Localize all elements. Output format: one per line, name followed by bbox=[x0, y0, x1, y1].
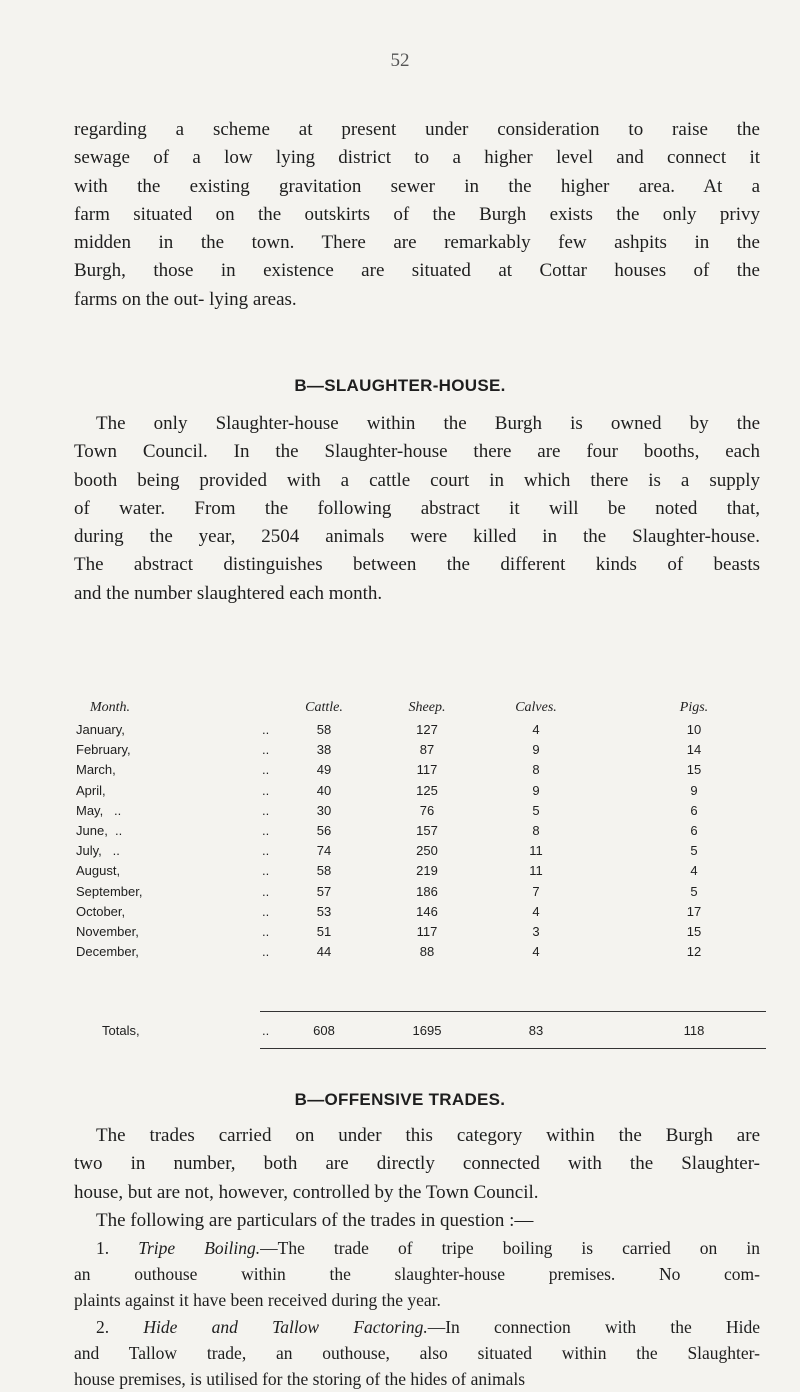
row-month: December, bbox=[76, 944, 139, 960]
table-row bbox=[76, 843, 766, 861]
row-month: November, bbox=[76, 924, 139, 939]
row-month: September, bbox=[76, 883, 143, 899]
cell-calves: 7 bbox=[532, 883, 540, 899]
cell-pigs: 9 bbox=[690, 782, 698, 798]
leader-dots: .. bbox=[262, 782, 270, 798]
cell-calves: 11 bbox=[529, 863, 543, 879]
text-line: during the year, 2504 animals were killed in the Slaughter-house. bbox=[74, 526, 760, 548]
cell-calves: 9 bbox=[532, 742, 540, 758]
cell-calves: 4 bbox=[532, 944, 540, 960]
cell-sheep: 146 bbox=[416, 903, 438, 919]
cell-calves: 11 bbox=[529, 843, 543, 859]
cell-sheep: 157 bbox=[416, 823, 438, 838]
leader-dots: .. bbox=[262, 843, 270, 859]
text-line: farms on the out- lying areas. bbox=[74, 288, 297, 310]
text-line: midden in the town. There are remarkably few ashpits in the bbox=[74, 232, 760, 254]
totals-rule-top bbox=[260, 1011, 766, 1012]
table-row bbox=[76, 803, 766, 821]
row-month: January, bbox=[76, 722, 125, 737]
text-line: farm situated on the outskirts of the Burgh exists the only privy bbox=[74, 203, 760, 225]
table-header-row bbox=[76, 700, 766, 718]
header-pigs: Pigs. bbox=[679, 700, 709, 715]
total-sheep: 1695 bbox=[412, 1023, 442, 1038]
cell-sheep: 127 bbox=[416, 722, 438, 737]
row-month: February, bbox=[76, 742, 131, 758]
leader-dots: .. bbox=[262, 863, 270, 879]
page-number: 52 bbox=[390, 50, 410, 71]
cell-sheep: 250 bbox=[416, 843, 438, 859]
row-month: June, .. bbox=[76, 823, 123, 838]
cell-pigs: 6 bbox=[690, 802, 698, 818]
text-line: with the existing gravitation sewer in the higher area. At a bbox=[74, 175, 760, 197]
cell-cattle: 58 bbox=[316, 722, 332, 737]
text-line: and the number slaughtered each month. bbox=[74, 582, 383, 604]
cell-sheep: 87 bbox=[419, 742, 435, 758]
cell-calves: 4 bbox=[532, 722, 540, 737]
leader-dots: .. bbox=[262, 823, 270, 838]
cell-calves: 8 bbox=[532, 762, 540, 778]
table-row bbox=[76, 722, 766, 740]
text-line bbox=[74, 1314, 760, 1340]
cell-sheep: 186 bbox=[416, 883, 438, 899]
text-line: two in number, both are directly connected with the Slaughter- bbox=[74, 1153, 760, 1175]
cell-sheep: 219 bbox=[416, 863, 438, 879]
text-line: The following are particulars of the trades in question :— bbox=[96, 1209, 534, 1231]
text-line: house premises, is utilised for the storing of the hides of animals bbox=[74, 1369, 526, 1389]
total-cattle: 608 bbox=[313, 1023, 335, 1038]
item-text: —In connection with the Hide bbox=[427, 1317, 760, 1337]
text-line: an outhouse within the slaughter-house premises. No com- bbox=[74, 1264, 760, 1284]
text-line: Burgh, those in existence are situated at Cottar houses of the bbox=[74, 260, 760, 282]
leader-dots: .. bbox=[262, 883, 270, 899]
header-sheep: Sheep. bbox=[408, 700, 446, 715]
text-line: plaints against it have been received during the year. bbox=[74, 1290, 441, 1310]
cell-cattle: 56 bbox=[316, 823, 332, 838]
cell-cattle: 40 bbox=[316, 782, 332, 798]
cell-calves: 8 bbox=[532, 823, 540, 838]
text-line: booth being provided with a cattle court in which there is a supply bbox=[74, 469, 760, 491]
cell-sheep: 88 bbox=[419, 944, 435, 960]
leader-dots: .. bbox=[262, 924, 270, 939]
leader-dots: .. bbox=[262, 944, 270, 960]
cell-sheep: 76 bbox=[419, 802, 435, 818]
cell-calves: 3 bbox=[532, 924, 540, 939]
cell-pigs: 12 bbox=[686, 944, 702, 960]
leader-dots: .. bbox=[262, 762, 270, 778]
slaughter-house-heading: B—SLAUGHTER-HOUSE. bbox=[294, 376, 506, 395]
leader-dots: .. bbox=[262, 722, 270, 737]
text-line: The trades carried on under this category within the Burgh are bbox=[96, 1125, 760, 1146]
cell-cattle: 49 bbox=[316, 762, 332, 778]
row-month: April, bbox=[76, 782, 106, 798]
table-row bbox=[76, 823, 766, 841]
table-row bbox=[76, 863, 766, 881]
cell-sheep: 117 bbox=[416, 762, 438, 778]
cell-cattle: 30 bbox=[316, 802, 332, 818]
cell-pigs: 15 bbox=[686, 924, 702, 939]
cell-pigs: 14 bbox=[686, 742, 702, 758]
text-line: house, but are not, however, controlled by the Town Council. bbox=[74, 1181, 539, 1203]
table-row bbox=[76, 884, 766, 902]
leader-dots: .. bbox=[262, 1023, 270, 1038]
total-calves: 83 bbox=[528, 1023, 544, 1038]
totals-label: Totals, bbox=[102, 1023, 140, 1038]
leader-dots: .. bbox=[262, 802, 270, 818]
text-line: of water. From the following abstract it will be noted that, bbox=[74, 497, 760, 519]
cell-calves: 5 bbox=[532, 802, 540, 818]
cell-pigs: 15 bbox=[686, 762, 702, 778]
text-line: Town Council. In the Slaughter-house there are four booths, each bbox=[74, 441, 760, 463]
cell-pigs: 5 bbox=[690, 883, 698, 899]
item-text: —The trade of tripe boiling is carried on in bbox=[260, 1238, 760, 1258]
table-row bbox=[76, 762, 766, 780]
total-pigs: 118 bbox=[683, 1023, 705, 1038]
cell-cattle: 57 bbox=[316, 883, 332, 899]
totals-row bbox=[76, 1023, 766, 1041]
totals-rule-bottom bbox=[260, 1048, 766, 1049]
table-row bbox=[76, 783, 766, 801]
text-line: and Tallow trade, an outhouse, also situated within the Slaughter- bbox=[74, 1343, 760, 1363]
cell-pigs: 10 bbox=[686, 722, 702, 737]
cell-cattle: 53 bbox=[316, 903, 332, 919]
slaughter-house-paragraph bbox=[74, 410, 760, 608]
cell-pigs: 17 bbox=[686, 903, 702, 919]
item-title: Tripe Boiling. bbox=[138, 1238, 261, 1258]
cell-cattle: 51 bbox=[316, 924, 332, 939]
text-line bbox=[74, 1235, 760, 1261]
cell-cattle: 74 bbox=[316, 843, 332, 859]
cell-pigs: 5 bbox=[690, 843, 698, 859]
intro-paragraph bbox=[74, 116, 760, 314]
offensive-trades-heading: B—OFFENSIVE TRADES. bbox=[294, 1090, 506, 1109]
table-row bbox=[76, 924, 766, 942]
item-number: 1. bbox=[96, 1238, 110, 1258]
text-line: The only Slaughter-house within the Burgh is owned by the bbox=[96, 413, 760, 434]
table-row bbox=[76, 944, 766, 962]
trade-item-1 bbox=[74, 1235, 760, 1313]
cell-calves: 9 bbox=[532, 782, 540, 798]
cell-cattle: 38 bbox=[316, 742, 332, 758]
cell-pigs: 4 bbox=[690, 863, 698, 879]
offensive-trades-paragraph bbox=[74, 1122, 760, 1235]
row-month: July, .. bbox=[76, 843, 120, 859]
row-month: August, bbox=[76, 863, 121, 879]
table-row bbox=[76, 904, 766, 922]
cell-cattle: 58 bbox=[316, 863, 332, 879]
header-calves: Calves. bbox=[515, 700, 557, 715]
leader-dots: .. bbox=[262, 903, 270, 919]
text-line: sewage of a low lying district to a higher level and connect it bbox=[74, 147, 760, 169]
row-month: October, bbox=[76, 903, 126, 919]
row-month: May, .. bbox=[76, 802, 122, 818]
header-month: Month. bbox=[90, 700, 131, 715]
leader-dots: .. bbox=[262, 742, 270, 758]
text-line: The abstract distinguishes between the different kinds of beasts bbox=[74, 554, 760, 576]
cell-pigs: 6 bbox=[690, 823, 698, 838]
item-title: Hide and Tallow Factoring. bbox=[143, 1317, 428, 1337]
cell-calves: 4 bbox=[532, 903, 540, 919]
cell-cattle: 44 bbox=[316, 944, 332, 960]
cell-sheep: 117 bbox=[416, 924, 438, 939]
table-row bbox=[76, 742, 766, 760]
item-number: 2. bbox=[96, 1317, 110, 1337]
header-cattle: Cattle. bbox=[305, 700, 343, 715]
text-line: regarding a scheme at present under consideration to raise the bbox=[74, 119, 760, 140]
row-month: March, bbox=[76, 762, 116, 778]
trade-item-2 bbox=[74, 1314, 760, 1392]
cell-sheep: 125 bbox=[416, 782, 438, 798]
